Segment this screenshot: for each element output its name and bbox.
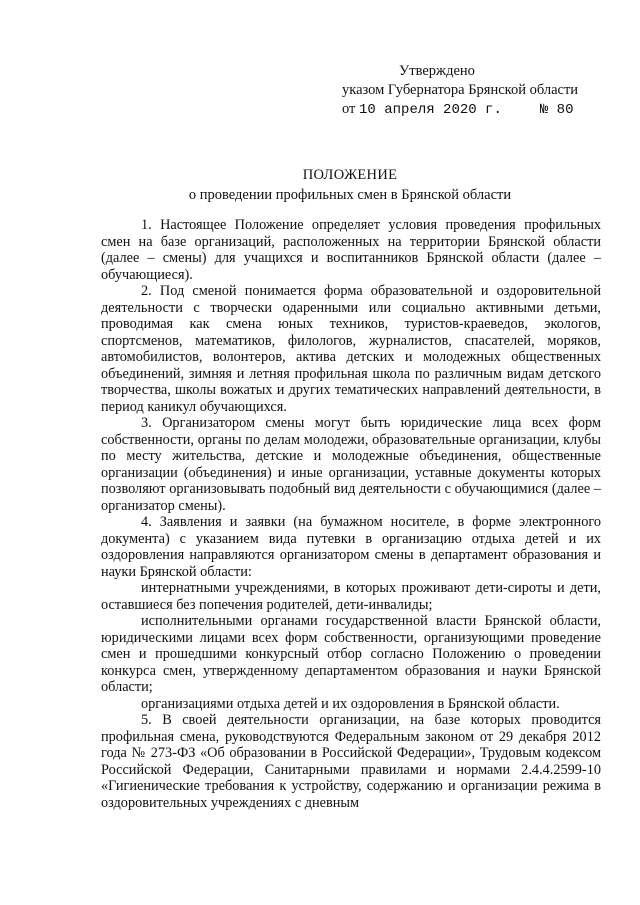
- approval-date-prefix: от: [342, 101, 356, 117]
- approval-label: Утверждено: [399, 63, 475, 79]
- document-subtitle: о проведении профильных смен в Брянской области: [188, 187, 512, 203]
- document-title: ПОЛОЖЕНИЕ: [302, 167, 398, 183]
- paragraph-4-item-3: организациями отдыха детей и их оздоровления в Брянской области.: [141, 695, 560, 712]
- document-body: [101, 217, 601, 811]
- approval-date-line: [342, 100, 612, 120]
- paragraph-2: 2. Под сменой понимается форма образовательной и оздоровительной деятельности с творчески одаренными или социально активными детьми, проводимая как смена юных техников, туристов-краеведов, экологов, спортсменов, математиков, филологов, журналистов, спасателей, моряков, автомобилистов, волонтеров, актива детских и молодежных общественных объединений, зимняя и летняя профильная школа по различным видам детского творчества, школы вожатых и других тематических направлений деятельности, в период каникул обучающихся.: [101, 283, 601, 415]
- paragraph-3: 3. Организатором смены могут быть юридические лица всех форм собственности, органы по делам молодежи, образовательные организации, клубы по месту жительства, детские и молодежные объединения, общественные организации (объединения) и иные организации, уставные документы которых позволяют организовывать подобный вид деятельности с обучающимися (далее – организатор смены).: [101, 415, 601, 514]
- approval-decree: указом Губернатора Брянской области: [342, 82, 579, 98]
- paragraph-4-item-1: интернатными учреждениями, в которых проживают дети-сироты и дети, оставшиеся без попечения родителей, дети-инвалиды;: [101, 580, 601, 613]
- approval-number: № 80: [539, 102, 574, 118]
- paragraph-4: 4. Заявления и заявки (на бумажном носителе, в форме электронного документа) с указанием вида путевки в организацию отдыха детей и их оздоровления направляются организатором смены в департамент образования и науки Брянской области:: [101, 514, 601, 580]
- paragraph-4-item-2: исполнительными органами государственной власти Брянской области, юридическими лицами всех форм собственности, организующими проведение смен и прошедшими конкурсный отбор согласно Положению о проведении конкурса смен, утвержденному департаментом образования и науки Брянской области;: [101, 613, 601, 695]
- approval-block: [342, 62, 612, 120]
- document-heading: [100, 165, 600, 205]
- paragraph-5: 5. В своей деятельности организации, на базе которых проводится профильная смена, руководствуются Федеральным законом от 29 декабря 2012 года № 273-ФЗ «Об образовании в Российской Федерации», Трудовым кодексом Российской Федерации, Санитарными правилами и нормами 2.4.4.2599-10 «Гигиенические требования к устройству, содержанию и организации режима в оздоровительных учреждениях с дневным: [101, 712, 601, 811]
- paragraph-1: 1. Настоящее Положение определяет условия проведения профильных смен на базе организаций, расположенных на территории Брянской области (далее – смены) для учащихся и воспитанников Брянской области (далее – обучающиеся).: [101, 217, 601, 283]
- approval-date: 10 апреля 2020 г.: [359, 102, 502, 118]
